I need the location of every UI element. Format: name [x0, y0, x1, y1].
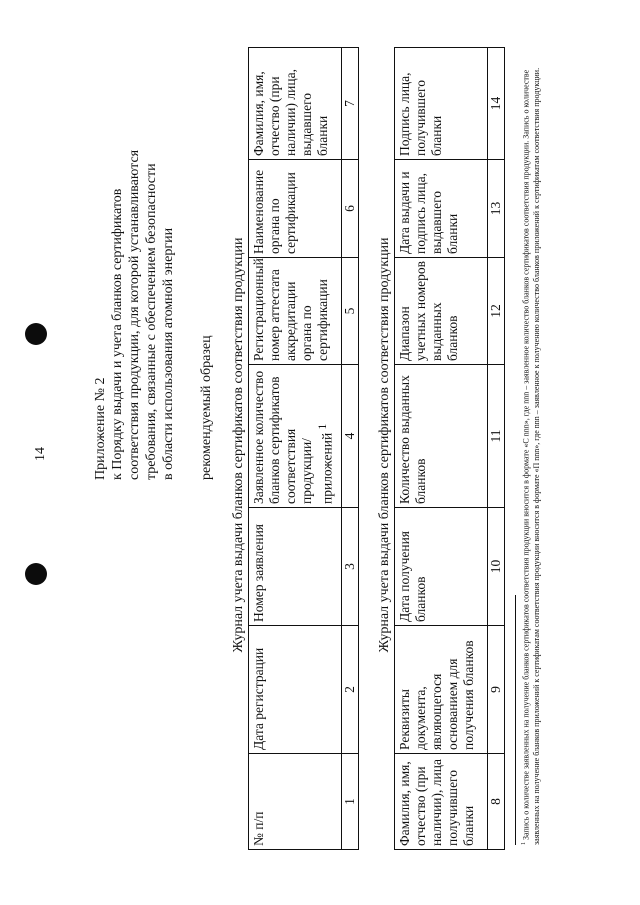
column-number: 11 [488, 365, 505, 508]
header-cell: Наименование органа по сертификации [249, 160, 342, 258]
footnote-mark: 1 [521, 842, 527, 845]
header-cell: Фамилия, имя, отчество (при наличии) лица, выдавшего бланки [249, 48, 342, 160]
column-number: 7 [342, 48, 359, 160]
column-number: 4 [342, 365, 359, 508]
header-cell: Дата выдачи и подпись лица, выдавшего бланки [395, 160, 488, 258]
header-cell: № п/п [249, 754, 342, 850]
header-cell: Регистрационный номер аттестата аккредитации органа по сертификации [249, 258, 342, 365]
header-cell: Дата регистрации [249, 626, 342, 754]
header-cell-with-footnote [249, 365, 342, 508]
sample-note: рекомендуемый образец [199, 335, 214, 480]
footnote-text: Запись о количестве заявленных на получение бланков сертификатов соответствия продукции вносится в формате «С nnn», где nnn – заявленное количество бланков сертификатов соответствия продукции. Запись о количестве заявленных на получение бланков приложений к сертификатам соответствия продукции вносится в формате «П nnn», где nnn – заявленное к получению количество бланков приложений к сертификатам соответствия продукции. [521, 67, 541, 845]
column-number: 5 [342, 258, 359, 365]
column-number: 14 [488, 48, 505, 160]
header-text: Заявленное количество бланков сертификатов соответствия продукции/приложений [251, 370, 335, 504]
column-number: 10 [488, 508, 505, 626]
header-cell: Номер заявления [249, 508, 342, 626]
column-number: 1 [342, 754, 359, 850]
appendix-line: соответствия продукции, для которой устанавливаются [127, 149, 142, 480]
header-cell: Фамилия, имя, отчество (при наличии), лица получившего бланки [395, 754, 488, 850]
footnote-separator [515, 595, 516, 845]
journal-table-part-1 [248, 47, 359, 850]
column-number: 12 [488, 258, 505, 365]
rotated-page-content [10, 25, 610, 875]
journal-table-part-2 [394, 47, 505, 850]
journal-title-1: Журнал учета выдачи бланков сертификатов соответствия продукции [231, 237, 246, 653]
header-cell: Количество выданных бланков [395, 365, 488, 508]
appendix-line: требования, связанные с обеспечением безопасности [144, 163, 159, 480]
page-number: 14 [33, 447, 48, 461]
appendix-block [92, 50, 177, 480]
journal-title-2: Журнал учета выдачи бланков сертификатов соответствия продукции [377, 237, 392, 653]
column-number: 13 [488, 160, 505, 258]
column-number: 2 [342, 626, 359, 754]
footnote [519, 55, 542, 845]
column-number: 8 [488, 754, 505, 850]
appendix-title: Приложение № 2 [93, 377, 108, 480]
column-number: 3 [342, 508, 359, 626]
column-number: 6 [342, 160, 359, 258]
header-cell: Дата получения бланков [395, 508, 488, 626]
header-cell: Реквизиты документа, являющегося основанием для получения бланков [395, 626, 488, 754]
footnote-mark: 1 [317, 423, 329, 430]
appendix-line: к Порядку выдачи и учета бланков сертификатов [110, 188, 125, 480]
appendix-line: в области использования атомной энергии [161, 227, 176, 480]
header-cell: Диапазон учетных номеров выданных бланков [395, 258, 488, 365]
column-number: 9 [488, 626, 505, 754]
header-cell: Подпись лица, получившего бланки [395, 48, 488, 160]
